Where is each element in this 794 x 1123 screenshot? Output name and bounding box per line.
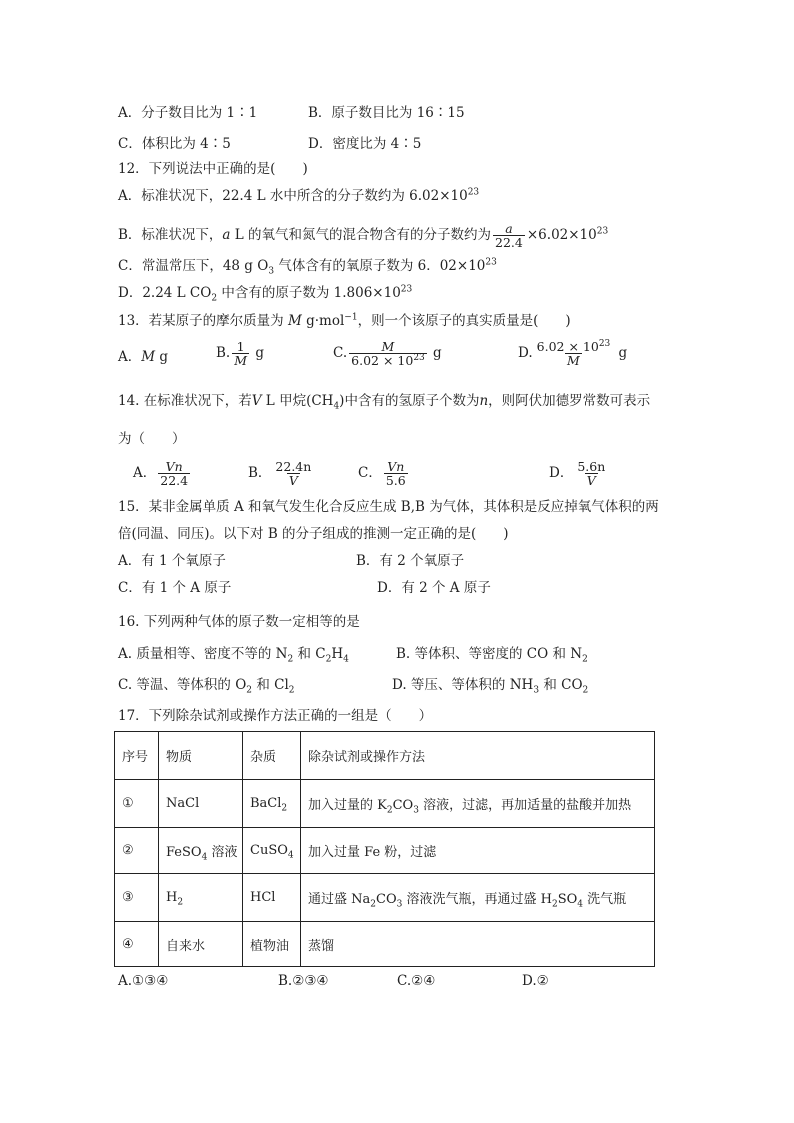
q11-option-b: B．原子数目比为 16∶15 (308, 105, 465, 121)
q17-option-b: B.②③④ (278, 973, 329, 989)
q15-stem-line2: 倍(同温、同压)。以下对 B 的分子组成的推测一定正确的是( ) (118, 526, 509, 542)
table-header-row (115, 732, 655, 780)
q12-option-c: C．常温常压下，48 g $O_3$ 气体含有的氧原子数为 6．$02\times 10^{23}$ (118, 257, 497, 277)
method-cell: 通过盛 $Na_2CO_3$ 溶液洗气瓶，再通过盛 $H_2SO_4$ 洗气瓶 (301, 874, 655, 922)
header-cell: 序号 (115, 732, 159, 780)
table-row (115, 828, 655, 874)
impurity-cell: 植物油 (243, 922, 301, 967)
method-cell: 蒸馏 (301, 922, 655, 967)
method-cell: 加入过量的 $K_2CO_3$ 溶液，过滤，再加适量的盐酸并加热 (301, 780, 655, 828)
q13-option-b: B. $\frac{1}{M}$ g (216, 339, 264, 369)
row-number: ④ (115, 922, 159, 967)
q15-option-c: C．有 1 个 A 原子 (118, 580, 232, 596)
impurity-cell: HCl (243, 874, 301, 922)
q17-option-a: A.①③④ (118, 973, 169, 989)
row-number: ① (115, 780, 159, 828)
row-number: ② (115, 828, 159, 874)
q17-option-c: C.②④ (397, 973, 436, 989)
table-row (115, 780, 655, 828)
q15-option-b: B．有 2 个氧原子 (356, 553, 465, 569)
q14-stem: 14. 在标准状况下，若V L 甲烷$(CH_4)$中含有的氢原子个数为n，则阿伏加德罗常数可表示 (118, 393, 651, 412)
q14-option-b: B． $\frac{22.4n}{V}$ (248, 459, 312, 489)
impurity-cell: BaCl$_2$ (243, 780, 301, 828)
substance-cell: FeSO$_4$ 溶液 (159, 828, 243, 874)
q12-fraction: $\frac{a}{22.4}$ (495, 221, 523, 251)
q14-stem-line2: 为（ ） (118, 431, 186, 447)
q13-option-d: D. $\frac{6.02 \times 10^{23}}{M}$ g (518, 338, 628, 369)
q14-option-a: A． $\frac{Vn}{22.4}$ (133, 459, 189, 489)
q11-option-a: A．分子数目比为 1∶1 (118, 105, 258, 121)
row-number: ③ (115, 874, 159, 922)
q11-option-d: D．密度比为 4∶5 (308, 136, 422, 152)
substance-cell: NaCl (159, 780, 243, 828)
q15-option-d: D．有 2 个 A 原子 (377, 580, 491, 596)
q12-option-a: A．标准状况下，22.4 L 水中所含的分子数约为 $6.02\times 10^{23}$ (118, 187, 480, 204)
substance-cell: $H_2$ (159, 874, 243, 922)
q16-option-c: C. 等温、等体积的 $O_2$ 和 $Cl_2$ (118, 677, 295, 696)
q13-stem: 13．若某原子的摩尔质量为 M g·mol$^{-1}$，则一个该原子的真实质量是( ) (118, 312, 571, 329)
q11-option-c: C．体积比为 4∶5 (118, 136, 231, 152)
substance-cell: 自来水 (159, 922, 243, 967)
q15-stem-line1: 15．某非金属单质 A 和氧气发生化合反应生成 B,B 为气体，其体积是反应掉氧气体积的两 (118, 499, 659, 515)
q13-option-a: A．M g (118, 349, 169, 365)
q14-option-d: D． $\frac{5.6n}{V}$ (549, 459, 606, 489)
q16-option-a: A. 质量相等、密度不等的 $N_2$ 和 $C_2H_4$ (118, 646, 349, 665)
q17-table (114, 731, 655, 967)
table-row (115, 874, 655, 922)
header-cell: 杂质 (243, 732, 301, 780)
q17-option-d: D.② (522, 973, 549, 989)
q12-stem: 12．下列说法中正确的是( ) (118, 161, 308, 177)
q14-option-c: C． $\frac{Vn}{5.6}$ (358, 459, 406, 489)
q16-stem: 16. 下列两种气体的原子数一定相等的是 (118, 614, 360, 630)
q16-option-d: D. 等压、等体积的 $NH_3$ 和 $CO_2$ (392, 677, 589, 696)
method-cell: 加入过量 Fe 粉，过滤 (301, 828, 655, 874)
table-row (115, 922, 655, 967)
header-cell: 物质 (159, 732, 243, 780)
q13-option-c: C. $\frac{M}{6.02 \times 10^{23}}$ g (333, 339, 442, 369)
q16-option-b: B. 等体积、等密度的 CO 和 $N_2$ (396, 646, 588, 665)
header-cell: 除杂试剂或操作方法 (301, 732, 655, 780)
impurity-cell: CuSO$_4$ (243, 828, 301, 874)
q12-option-b: B．标准状况下，a L 的氧气和氮气的混合物含有的分子数约为 $\frac{a}{22.4}$ $\times 6.02\times 10^{23}$ (118, 221, 609, 251)
q15-option-a: A．有 1 个氧原子 (118, 553, 226, 569)
q17-stem: 17．下列除杂试剂或操作方法正确的一组是（ ） (118, 708, 433, 724)
q12-option-d: D．2.24 L $CO_2$ 中含有的原子数为 $1.806\times 10^{23}$ (118, 284, 413, 304)
